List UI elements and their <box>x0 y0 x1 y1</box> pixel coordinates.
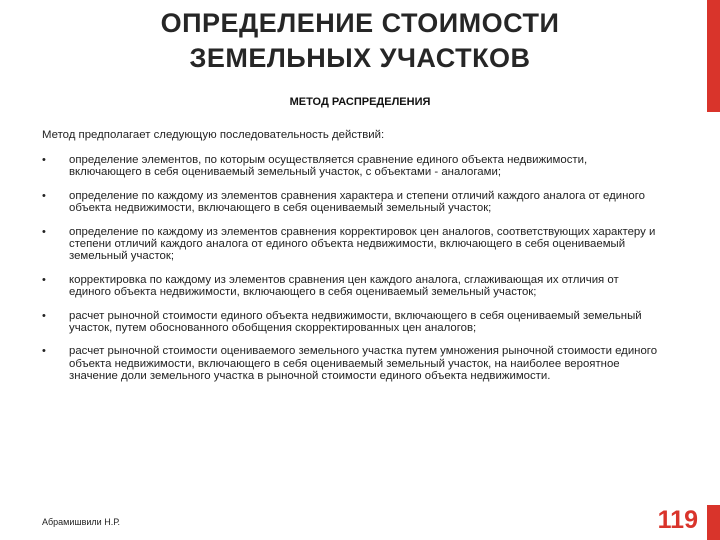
author-name: Абрамишвили Н.Р. <box>42 517 120 527</box>
bullet-icon: • <box>42 345 46 358</box>
slide-title <box>90 6 630 76</box>
list-item-text: определение элементов, по которым осуществляется сравнение единого объекта недвижимости, включающего в себя оцениваемый земельный участок, с объектами - аналогами; <box>69 154 588 179</box>
page-number: 119 <box>657 506 698 534</box>
title-line-1: ОПРЕДЕЛЕНИЕ СТОИМОСТИ <box>160 8 560 38</box>
list-item <box>42 190 662 215</box>
slide-subtitle: МЕТОД РАСПРЕДЕЛЕНИЯ <box>289 96 431 108</box>
list-item-text: определение по каждому из элементов сравнения характера и степени отличий каждого аналога от единого объекта недвижимости, включающего в себя оцениваемый земельный участок; <box>69 189 645 215</box>
list-item <box>42 274 662 299</box>
list-item <box>42 154 662 179</box>
list-item-text: корректировка по каждому из элементов сравнения цен каждого аналога, сглаживающая их отличия от единого объекта недвижимости, включающего в себя оцениваемый земельный участок; <box>69 273 619 299</box>
list-item <box>42 226 662 263</box>
steps-list <box>42 154 662 394</box>
intro-text: Метод предполагает следующую последовательность действий: <box>42 129 385 141</box>
title-line-2: ЗЕМЕЛЬНЫХ УЧАСТКОВ <box>189 43 531 73</box>
bullet-icon: • <box>42 154 46 166</box>
bullet-icon: • <box>42 225 46 238</box>
bullet-icon: • <box>42 273 46 286</box>
list-item-text: расчет рыночной стоимости оцениваемого земельного участка путем умножения рыночной стоимости единого объекта недвижимости, включающего в себя оцениваемый земельный участок, на наиболее вероятное значение доли земельного участка в рыночной стоимости единого объекта недвижимости. <box>69 345 658 383</box>
bullet-icon: • <box>42 309 46 322</box>
list-item <box>42 345 662 382</box>
list-item <box>42 310 662 335</box>
accent-bar-bottom <box>707 505 720 540</box>
bullet-icon: • <box>42 189 46 202</box>
list-item-text: определение по каждому из элементов сравнения корректировок цен аналогов, соответствующих характеру и степени отличий каждого аналога от единого объекта недвижимости, включающего в себя оцениваемый земельный участок; <box>69 225 656 263</box>
list-item-text: расчет рыночной стоимости единого объекта недвижимости, включающего в себя оцениваемый земельный участок, путем обоснованного обобщения скорректированных цен аналогов; <box>69 309 642 335</box>
